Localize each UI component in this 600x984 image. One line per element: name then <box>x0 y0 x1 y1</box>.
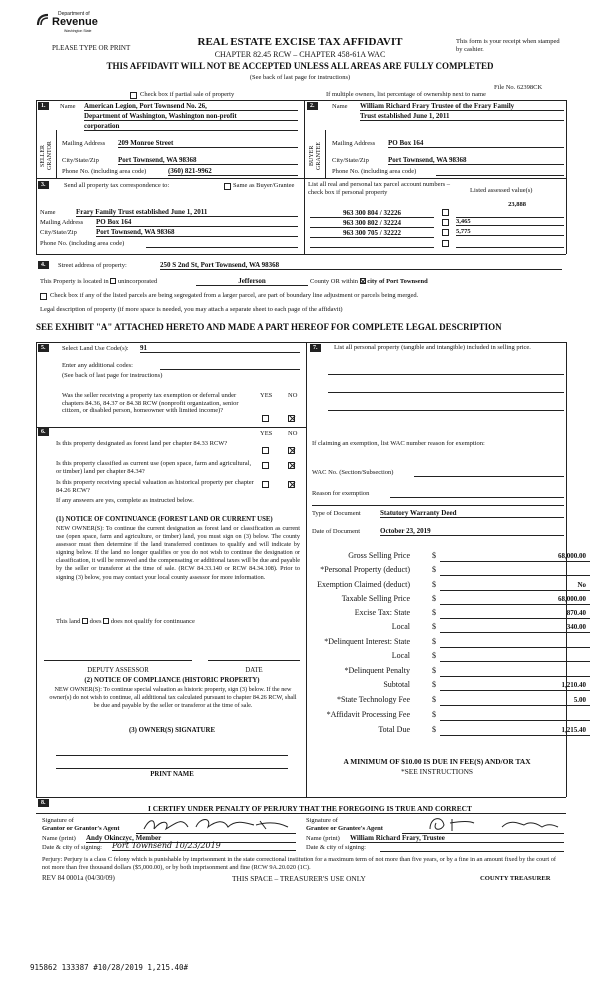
grantee-sig-label <box>306 817 383 832</box>
unincorporated-label: unincorporated <box>117 278 158 285</box>
doc-date: October 23, 2019 <box>380 527 564 536</box>
parcel-4-personal-checkbox[interactable] <box>442 240 449 247</box>
deputy-date-line[interactable] <box>208 660 300 661</box>
excise-local-value: 340.00 <box>566 623 586 631</box>
exemption-question: Was the seller receiving a property tax exemption or deferral under chapters 84.36, 84.37 or 84.38 RCW (nonprofit organization, senior citizen, or disabled person, homeowner with limited income)? <box>62 392 239 414</box>
see-back: (See back of last page for instructions) <box>249 74 351 81</box>
seller-phone-label: Phone No. (including area code) <box>62 168 147 175</box>
yes-instructions-note: If any answers are yes, complete as instructed below. <box>56 497 194 504</box>
assessed-header: Listed assessed value(s) <box>470 187 533 194</box>
parcel-3-personal-checkbox[interactable] <box>442 229 449 236</box>
doc-type: Statutory Warranty Deed <box>380 509 564 518</box>
revenue-logo-icon <box>36 13 50 27</box>
s3-name-label: Name <box>40 209 56 216</box>
notice-compliance-body: NEW OWNER(S): To continue special valuation as historic property, sign (3) below. If the new owner(s) do not wish to continue, all additional tax calculated pursuant to chapter 84.26 RCW, shall be due and payable by the seller or transferor at the time of sale. <box>49 686 297 710</box>
s6-no-header: NO <box>288 430 298 437</box>
grantor-sig-label-1: Signature of <box>42 817 74 824</box>
notice-continuance-title: (1) NOTICE OF CONTINUANCE (FOREST LAND OR CURRENT USE) <box>56 516 273 523</box>
dept-name: Revenue <box>52 16 98 28</box>
treasurer-use-only: THIS SPACE – TREASURER'S USE ONLY <box>232 874 366 883</box>
exemption-reason-line-2[interactable] <box>312 505 564 506</box>
parcel-header: List all real and personal tax parcel account numbers – check box if personal property <box>308 181 451 196</box>
section-2-number: 2. <box>307 102 318 110</box>
grantee-name-label: Name (print) <box>306 835 340 842</box>
excise-state-dollar: $ <box>432 608 436 617</box>
gross-price-value: 68,000.00 <box>558 552 586 560</box>
gross-price-label: Gross Selling Price <box>348 551 410 560</box>
parcel-2-personal-checkbox[interactable] <box>442 219 449 226</box>
land-use-code: 91 <box>140 344 300 353</box>
parcel-number-3: 963 300 705 / 32222 <box>310 229 434 238</box>
s3-name: Frary Family Trust established June 1, 2011 <box>76 208 298 217</box>
seller-phone: (360) 821-9962 <box>168 167 298 176</box>
personal-property-deduct-label: *Personal Property (deduct) <box>320 565 410 574</box>
warning-banner: THIS AFFIDAVIT WILL NOT BE ACCEPTED UNLESS ALL AREAS ARE FULLY COMPLETED <box>106 61 494 71</box>
tech-fee-label: *State Technology Fee <box>336 695 410 704</box>
send-correspondence-label: Send all property tax correspondence to: <box>64 182 170 189</box>
seller-mailing: 209 Monroe Street <box>118 139 298 148</box>
grantor-name-label: Name (print) <box>42 835 76 842</box>
tech-fee-value: 5.00 <box>573 696 586 704</box>
historic-no-checkbox[interactable] <box>288 481 295 488</box>
same-as-buyer-checkbox[interactable] <box>224 183 231 190</box>
taxable-price-value: 68,000.00 <box>558 595 586 603</box>
unincorporated-checkbox[interactable] <box>110 278 116 284</box>
deputy-signature-line[interactable] <box>44 660 192 661</box>
s3-phone-label: Phone No. (including area code) <box>40 240 125 247</box>
total-due-dollar: $ <box>432 725 436 734</box>
county-within <box>310 278 428 285</box>
assessed-line-4 <box>456 247 564 248</box>
does-not-label: does not qualify for continuance <box>110 618 195 625</box>
grantor-date-city: Port Townsend 10/23/2019 <box>112 841 296 851</box>
county-treasurer: COUNTY TREASURER <box>480 875 551 882</box>
wac-number-field[interactable] <box>414 476 564 477</box>
seller-name-label: Name <box>60 103 76 110</box>
dept-top: Department of <box>58 11 90 17</box>
segregated-checkbox[interactable] <box>40 293 47 300</box>
grantor-sig-label <box>42 817 120 832</box>
segregated-label: Check box if any of the listed parcels are being segregated from a larger parcel, are part of boundary line adjustment or parcels being merged. <box>50 292 419 299</box>
grantee-date-label: Date & city of signing: <box>306 844 366 851</box>
exemption-yes-checkbox[interactable] <box>262 415 269 422</box>
notice-continuance-body: NEW OWNER(S): To continue the current designation as forest land or classification as current use (open space, farm and agriculture, or timber) land, you must sign on (3) below. The county assessor must then determine if the land transferred continues to qualify and will indicate by signing below. If the land no longer qualifies or you do not wish to continue the designation or classification, it will be removed and the compensating or additional taxes will be due and payable by the seller or transferor at the time of sale. (RCW 84.33.140 or RCW 84.34.108). Prior to signing (3) below, you may contact your local county assessor for more information. <box>56 525 300 581</box>
form-title: REAL ESTATE EXCISE TAX AFFIDAVIT <box>197 36 403 48</box>
excise-local-label: Local <box>391 622 410 631</box>
grantor-signature-scribble <box>136 815 296 833</box>
section-5-number: 5. <box>38 344 49 352</box>
exemption-dollar: $ <box>432 580 436 589</box>
personal-property-line-3[interactable] <box>328 410 564 411</box>
buyer-mailing: PO Box 164 <box>388 139 564 148</box>
assessed-value-1: 23,888 <box>508 201 526 208</box>
parcel-1-personal-checkbox[interactable] <box>442 209 449 216</box>
grantee-sig-label-2: Grantee or Grantee's Agent <box>306 824 383 832</box>
buyer-name-line1: William Richard Frary Trustee of the Frary Family <box>360 102 564 111</box>
excise-state-value: 870.40 <box>566 609 586 617</box>
doc-type-label: Type of Document <box>312 510 361 517</box>
owner-signature-label: (3) OWNER(S) SIGNATURE <box>129 727 215 734</box>
section-7-number: 7. <box>310 344 321 352</box>
partial-sale-checkbox[interactable] <box>130 92 137 99</box>
current-use-no-checkbox[interactable] <box>288 462 295 469</box>
section-6-number: 6. <box>38 428 49 436</box>
parcel-number-4 <box>310 247 434 248</box>
delinquent-penalty-dollar: $ <box>432 666 436 675</box>
same-as-buyer-label: Same as Buyer/Grantee <box>233 182 295 189</box>
located-label: This Property is located in <box>40 278 109 285</box>
deputy-date-label: DATE <box>245 667 263 674</box>
buyer-grantee-label: BUYER GRANTEE <box>309 142 322 170</box>
historic-question: Is this property receiving special valuation as historical property per chapter 84.26 RCW? <box>56 479 254 494</box>
total-due-value: 1,215.40 <box>561 726 586 734</box>
delinquent-local-dollar: $ <box>432 651 436 660</box>
buyer-phone <box>436 167 564 176</box>
parcel-number-1: 963 300 804 / 32226 <box>310 209 434 218</box>
section-4-number: 4. <box>38 261 49 269</box>
seller-name-line2: Department of Washington, Washington non-profit <box>84 112 298 121</box>
please-type: PLEASE TYPE OR PRINT <box>52 44 131 52</box>
taxable-dollar: $ <box>432 594 436 603</box>
buyer-city-label: City/State/Zip <box>332 157 369 164</box>
subtotal-label: Subtotal <box>383 680 410 689</box>
s3-city: Port Townsend, WA 98368 <box>96 228 298 237</box>
excise-state-label: Excise Tax: State <box>354 608 410 617</box>
assessed-value-3: 5,775 <box>456 228 564 236</box>
s5-yes-header: YES <box>260 392 273 399</box>
delinquent-state-label: *Delinquent Interest: State <box>324 637 410 646</box>
this-land-label: This land <box>56 618 81 625</box>
additional-codes-label: Enter any additional codes: <box>62 362 133 369</box>
seller-city-label: City/State/Zip <box>62 157 99 164</box>
grantor-name: Andy Okinczyc, Member <box>86 834 296 843</box>
exhibit-a-reference: SEE EXHIBIT "A" ATTACHED HERETO AND MADE A PART HEREOF FOR COMPLETE LEGAL DESCRIPTION <box>36 322 502 332</box>
doc-date-label: Date of Document <box>312 528 361 535</box>
forest-no-checkbox[interactable] <box>288 447 295 454</box>
print-name-line[interactable] <box>56 768 288 769</box>
land-use-label: Select Land Use Code(s): <box>62 345 129 352</box>
buyer-name-line2: Trust established June 1, 2011 <box>360 112 564 121</box>
street-label: Street address of property: <box>58 262 127 269</box>
street-address: 250 S 2nd St, Port Townsend, WA 98368 <box>160 261 562 270</box>
affidavit-fee-dollar: $ <box>432 710 436 719</box>
exemption-deduct-label: Exemption Claimed (deduct) <box>317 580 410 589</box>
grantee-date-city[interactable] <box>380 851 564 852</box>
grantee-signature[interactable] <box>402 821 564 834</box>
s3-city-label: City/State/Zip <box>40 229 77 236</box>
section-8-number: 8. <box>38 799 49 807</box>
print-name-label: PRINT NAME <box>150 771 194 778</box>
notice-compliance-title: (2) NOTICE OF COMPLIANCE (HISTORIC PROPERTY) <box>84 677 260 684</box>
historic-yes-checkbox[interactable] <box>262 481 269 488</box>
grantor-sig-label-2: Grantor or Grantor's Agent <box>42 824 120 832</box>
total-due-label: Total Due <box>378 725 410 734</box>
personal-property-line-2[interactable] <box>328 392 564 393</box>
form-revision: REV 84 0001a (04/30/09) <box>42 874 115 882</box>
seller-mailing-label: Mailing Address <box>62 140 106 147</box>
excise-local-dollar: $ <box>432 622 436 631</box>
seller-name-line3: corporation <box>84 122 298 131</box>
owner-signature-line[interactable] <box>56 755 288 756</box>
receipt-note: This form is your receipt when stamped by cashier. <box>456 38 560 53</box>
delinquent-penalty-label: *Delinquent Penalty <box>344 666 410 675</box>
buyer-city: Port Townsend, WA 98368 <box>388 156 564 165</box>
s5-no-header: NO <box>288 392 298 399</box>
multiple-owners-note: If multiple owners, list percentage of ownership next to name <box>326 91 486 98</box>
personal-property-line-1[interactable] <box>328 374 564 375</box>
grantee-signature-scribble <box>402 815 564 833</box>
exemption-no-checkbox[interactable] <box>288 415 295 422</box>
exemption-deduct-value: No <box>577 581 586 589</box>
personal-property-label: List all personal property (tangible and intangible) included in selling price. <box>334 344 531 351</box>
seller-city: Port Townsend, WA 98368 <box>118 156 298 165</box>
buyer-phone-label: Phone No. (including area code) <box>332 168 417 175</box>
does-qualify-checkbox[interactable] <box>82 618 88 624</box>
within-label: within <box>341 278 359 285</box>
see-instructions-note: *SEE INSTRUCTIONS <box>400 767 474 776</box>
subtotal-dollar: $ <box>432 680 436 689</box>
exemption-reason-field[interactable] <box>390 497 564 498</box>
taxable-price-label: Taxable Selling Price <box>341 594 410 603</box>
seller-grantor-label: SELLER GRANTOR <box>40 141 53 171</box>
dept-state: Washington State <box>64 29 92 33</box>
this-land-row <box>56 618 195 625</box>
assessed-value-2: 3,465 <box>456 218 564 226</box>
s3-mailing: PO Box 164 <box>96 218 298 227</box>
certify-statement: I CERTIFY UNDER PENALTY OF PERJURY THAT THE FOREGOING IS TRUE AND CORRECT <box>148 804 472 813</box>
partial-sale-label: Check box if partial sale of property <box>140 91 235 98</box>
grantee-sig-label-1: Signature of <box>306 817 338 824</box>
subtotal-value: 1,210.40 <box>561 681 586 689</box>
exemption-reason-label: Reason for exemption <box>312 490 370 497</box>
current-use-yes-checkbox[interactable] <box>262 462 269 469</box>
delinquent-local-label: Local <box>391 651 410 660</box>
s3-phone <box>146 247 298 248</box>
seller-name-line1: American Legion, Port Townsend No. 26, <box>84 102 298 111</box>
does-label: does <box>89 618 102 625</box>
personal-dollar: $ <box>432 565 436 574</box>
affidavit-fee-label: *Affidavit Processing Fee <box>326 710 410 719</box>
perjury-statement: Perjury: Perjury is a class C felony which is punishable by imprisonment in the state correctional institution for a maximum term of not more than five years, or by a fine in an amount fixed by the court of not more than five thousand dollars ($5,000.00), or by both imprisonment and fine (RCW 9A.20.020 (1C). <box>42 856 556 871</box>
exemption-wac-label: If claiming an exemption, list WAC number reason for exemption: <box>312 440 485 447</box>
delinquent-state-dollar: $ <box>432 637 436 646</box>
city-of-label: city of Port Townsend <box>367 278 428 285</box>
tech-fee-dollar: $ <box>432 695 436 704</box>
section-1-number: 1. <box>38 102 49 110</box>
additional-codes-field[interactable] <box>160 369 300 370</box>
located-text <box>40 278 157 285</box>
legal-desc-label: Legal description of property (if more space is needed, you may attach a separate sheet to each page of the affidavit) <box>40 306 343 313</box>
s6-yes-header: YES <box>260 430 273 437</box>
buyer-name-label: Name <box>332 103 348 110</box>
form-subtitle: CHAPTER 82.45 RCW – CHAPTER 458-61A WAC <box>214 50 386 59</box>
section-3-number: 3. <box>38 181 49 189</box>
s3-mailing-label: Mailing Address <box>40 219 84 226</box>
does-not-qualify-checkbox[interactable] <box>103 618 109 624</box>
forest-land-question: Is this property designated as forest land per chapter 84.33 RCW? <box>56 440 228 447</box>
file-number: File No. 62398CK <box>494 84 543 91</box>
grantor-date-label: Date & city of signing: <box>42 844 102 851</box>
county-or-label: County OR <box>310 278 340 285</box>
minimum-fee-note: A MINIMUM OF $10.00 IS DUE IN FEE(S) AND/OR TAX <box>343 757 531 766</box>
parcel-number-2: 963 300 802 / 32224 <box>310 219 434 228</box>
grantee-name: William Richard Frary, Trustee <box>350 834 564 843</box>
within-city-checkbox[interactable] <box>360 278 366 284</box>
buyer-mailing-label: Mailing Address <box>332 140 376 147</box>
additional-codes-note: (See back of last page for instructions) <box>62 372 163 379</box>
wac-number-label: WAC No. (Section/Subsection) <box>312 469 394 476</box>
county-name: Jefferson <box>196 277 308 286</box>
grantor-signature[interactable] <box>136 821 296 834</box>
receipt-stamp: 915862 133387 #10/28/2019 1,215.40# <box>30 963 189 972</box>
forest-yes-checkbox[interactable] <box>262 447 269 454</box>
current-use-question: Is this property classified as current use (open space, farm and agricultural, or timber) land per chapter 84.34? <box>56 460 252 475</box>
gross-dollar: $ <box>432 551 436 560</box>
deputy-assessor-label: DEPUTY ASSESSOR <box>87 667 149 674</box>
